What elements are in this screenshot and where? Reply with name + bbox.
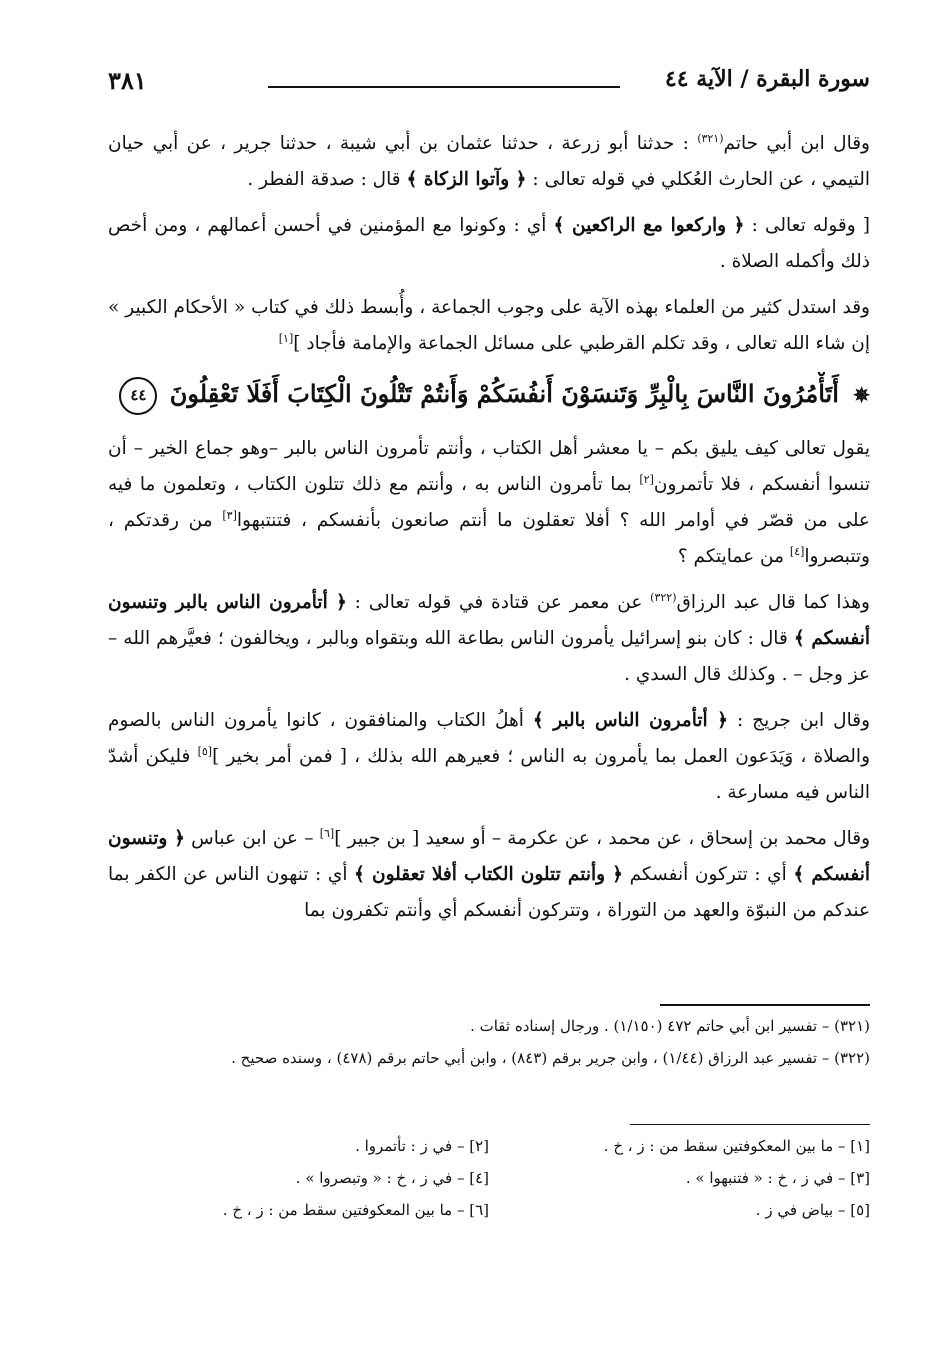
paragraphs-before-verse (108, 126, 870, 362)
text-run: من رقدتكم ، وتتبصروا (108, 510, 870, 567)
variant-footnote: [٦] – ما بين المعكوفتين سقط من : ز ، خ . (222, 1201, 489, 1219)
verse-text: أَتَأْمُرُونَ النَّاسَ بِالْبِرِّ وَتَنسَوْنَ أَنفُسَكُمْ وَأَنتُمْ تَتْلُونَ الْكِتَابَ أَفَلَا تَعْقِلُونَ (169, 379, 839, 408)
paragraph (108, 821, 870, 929)
source-footnote: (٣٢١) – تفسير ابن أبي حاتم ٤٧٢ (١/١٥٠) . ورجال إسناده ثقات . (470, 1017, 870, 1035)
footnote-ref: [٥] (197, 744, 213, 758)
text-run: – عن ابن عباس (184, 828, 320, 849)
footnote-ref: [٤] (789, 544, 805, 558)
footnote-ref: (٣٢٢) (650, 590, 677, 604)
quran-quote: ﴿ وتنسون أنفسكم ﴾ (108, 828, 871, 885)
paragraphs-after-verse (108, 431, 870, 929)
footnote-divider-variants (630, 1124, 870, 1125)
variant-footnote: [٤] – في ز ، خ : « وتبصروا » . (295, 1169, 489, 1187)
page-header (108, 66, 870, 96)
text-run: وقال ابن جريج : (727, 710, 870, 731)
footnote-ref: [٢] (639, 472, 654, 486)
footnotes-sources (108, 1010, 870, 1074)
variant-row (108, 1130, 870, 1162)
quran-quote: ﴿ أتأمرون الناس بالبر ﴾ (532, 710, 728, 731)
running-title: سورة البقرة / الآية ٤٤ (664, 66, 870, 92)
header-rule (268, 86, 620, 88)
text-run: [ وقوله تعالى : (744, 215, 871, 236)
paragraph (108, 208, 870, 280)
text-run: من عمايتكم ؟ (677, 546, 790, 567)
text-run: أهلُ الكتاب والمنافقون ، كانوا يأمرون الناس بالصوم والصلاة ، وَيَدَعون العمل بما يأمرون به الناس ؛ فعيرهم الله بذلك ، [ فمن أمر بخير ] (108, 710, 871, 767)
variant-row (108, 1162, 870, 1194)
paragraph (108, 703, 870, 811)
text-run: قال : كان بنو إسرائيل يأمرون الناس بطاعة الله وبتقواه وبالبر ، ويخالفون ؛ فعيَّرهم الله – عز وجل – . وكذلك قال السدي . (108, 628, 870, 685)
text-run: وهذا كما قال عبد الرزاق (676, 592, 870, 613)
variant-footnote: [١] – ما بين المعكوفتين سقط من : ز ، خ . (603, 1137, 870, 1155)
verse-star-icon: ✵ (853, 383, 870, 407)
text-run: فليكن أشدّ الناس فيه مسارعة . (108, 746, 870, 803)
variant-row (108, 1194, 870, 1226)
footnote-ref: [١] (278, 331, 294, 345)
paragraph (108, 126, 870, 198)
footnotes-variants (108, 1130, 870, 1226)
main-text (108, 126, 870, 939)
text-run: أي : تتركون أنفسكم (623, 864, 794, 885)
footnote-ref: [٦] (319, 826, 335, 840)
variant-footnote: [٢] – في ز : تأتمروا . (355, 1137, 489, 1155)
paragraph (108, 585, 870, 693)
text-run: أي : تنهون الناس عن الكفر بما عندكم من النبوّة والعهد من التوراة ، وتتركون أنفسكم أي وأنتم تكفرون بما (108, 864, 870, 921)
text-run: وقال ابن أبي حاتم (723, 133, 870, 154)
paragraph (108, 431, 870, 575)
quran-quote: ﴿ واركعوا مع الراكعين ﴾ (553, 215, 745, 236)
text-run: وقد استدل كثير من العلماء بهذه الآية على وجوب الجماعة ، وأُبسط ذلك في كتاب « الأحكام الكبير » إن شاء الله تعالى ، وقد تكلم القرطبي على مسائل الجماعة والإمامة فأجاد ] (108, 297, 870, 354)
source-footnote: (٣٢٢) – تفسير عبد الرزاق (١/٤٤) ، وابن جرير برقم (٨٤٣) ، وابن أبي حاتم برقم (٤٧٨) ، وسنده صحيح . (231, 1049, 870, 1067)
page-number: ٣٨١ (108, 66, 147, 95)
quran-verse (108, 372, 870, 417)
variant-footnote: [٣] – في ز ، خ : « فتنبهوا » . (685, 1169, 870, 1187)
text-run: وقال محمد بن إسحاق ، عن محمد ، عن عكرمة – أو سعيد [ بن جبير ] (334, 828, 871, 849)
variant-footnote: [٥] – بياض في ز . (755, 1201, 870, 1219)
quran-quote: ﴿ أتأمرون الناس بالبر وتنسون أنفسكم ﴾ (108, 592, 870, 649)
text-run: أي : وكونوا مع المؤمنين في أحسن أعمالهم ، ومن أخص ذلك وأكمله الصلاة . (108, 215, 870, 272)
footnote-ref: (٣٢١) (697, 131, 724, 145)
quran-quote: ﴿ وأنتم تتلون الكتاب أفلا تعقلون ﴾ (354, 864, 624, 885)
text-run: عن معمر عن قتادة في قوله تعالى : (346, 592, 651, 613)
ayah-number: ٤٤ (119, 377, 157, 415)
text-run: : حدثنا أبو زرعة ، حدثنا عثمان بن أبي شيبة ، حدثنا جرير ، عن أبي حيان التيمي ، عن الحارث العُكلي في قوله تعالى : (108, 133, 870, 190)
quran-quote: ﴿ وآتوا الزكاة ﴾ (406, 169, 527, 190)
footnote-ref: [٣] (222, 508, 237, 522)
text-run: قال : صدقة الفطر . (247, 169, 407, 190)
text-run: يقول تعالى كيف يليق بكم – يا معشر أهل الكتاب ، وأنتم تأمرون الناس بالبر –وهو جماع الخير – أن تنسوا أنفسكم ، فلا تأتمرون (108, 438, 870, 495)
footnote-divider-sources (660, 1004, 870, 1006)
text-run: بما تأمرون الناس به ، وأنتم مع ذلك تتلون الكتاب ، وتعلمون ما فيه على من قصّر في أوامر الله ؟ أفلا تعقلون ما أنتم صانعون بأنفسكم ، فتنتبهوا (108, 474, 870, 531)
paragraph (108, 290, 870, 362)
